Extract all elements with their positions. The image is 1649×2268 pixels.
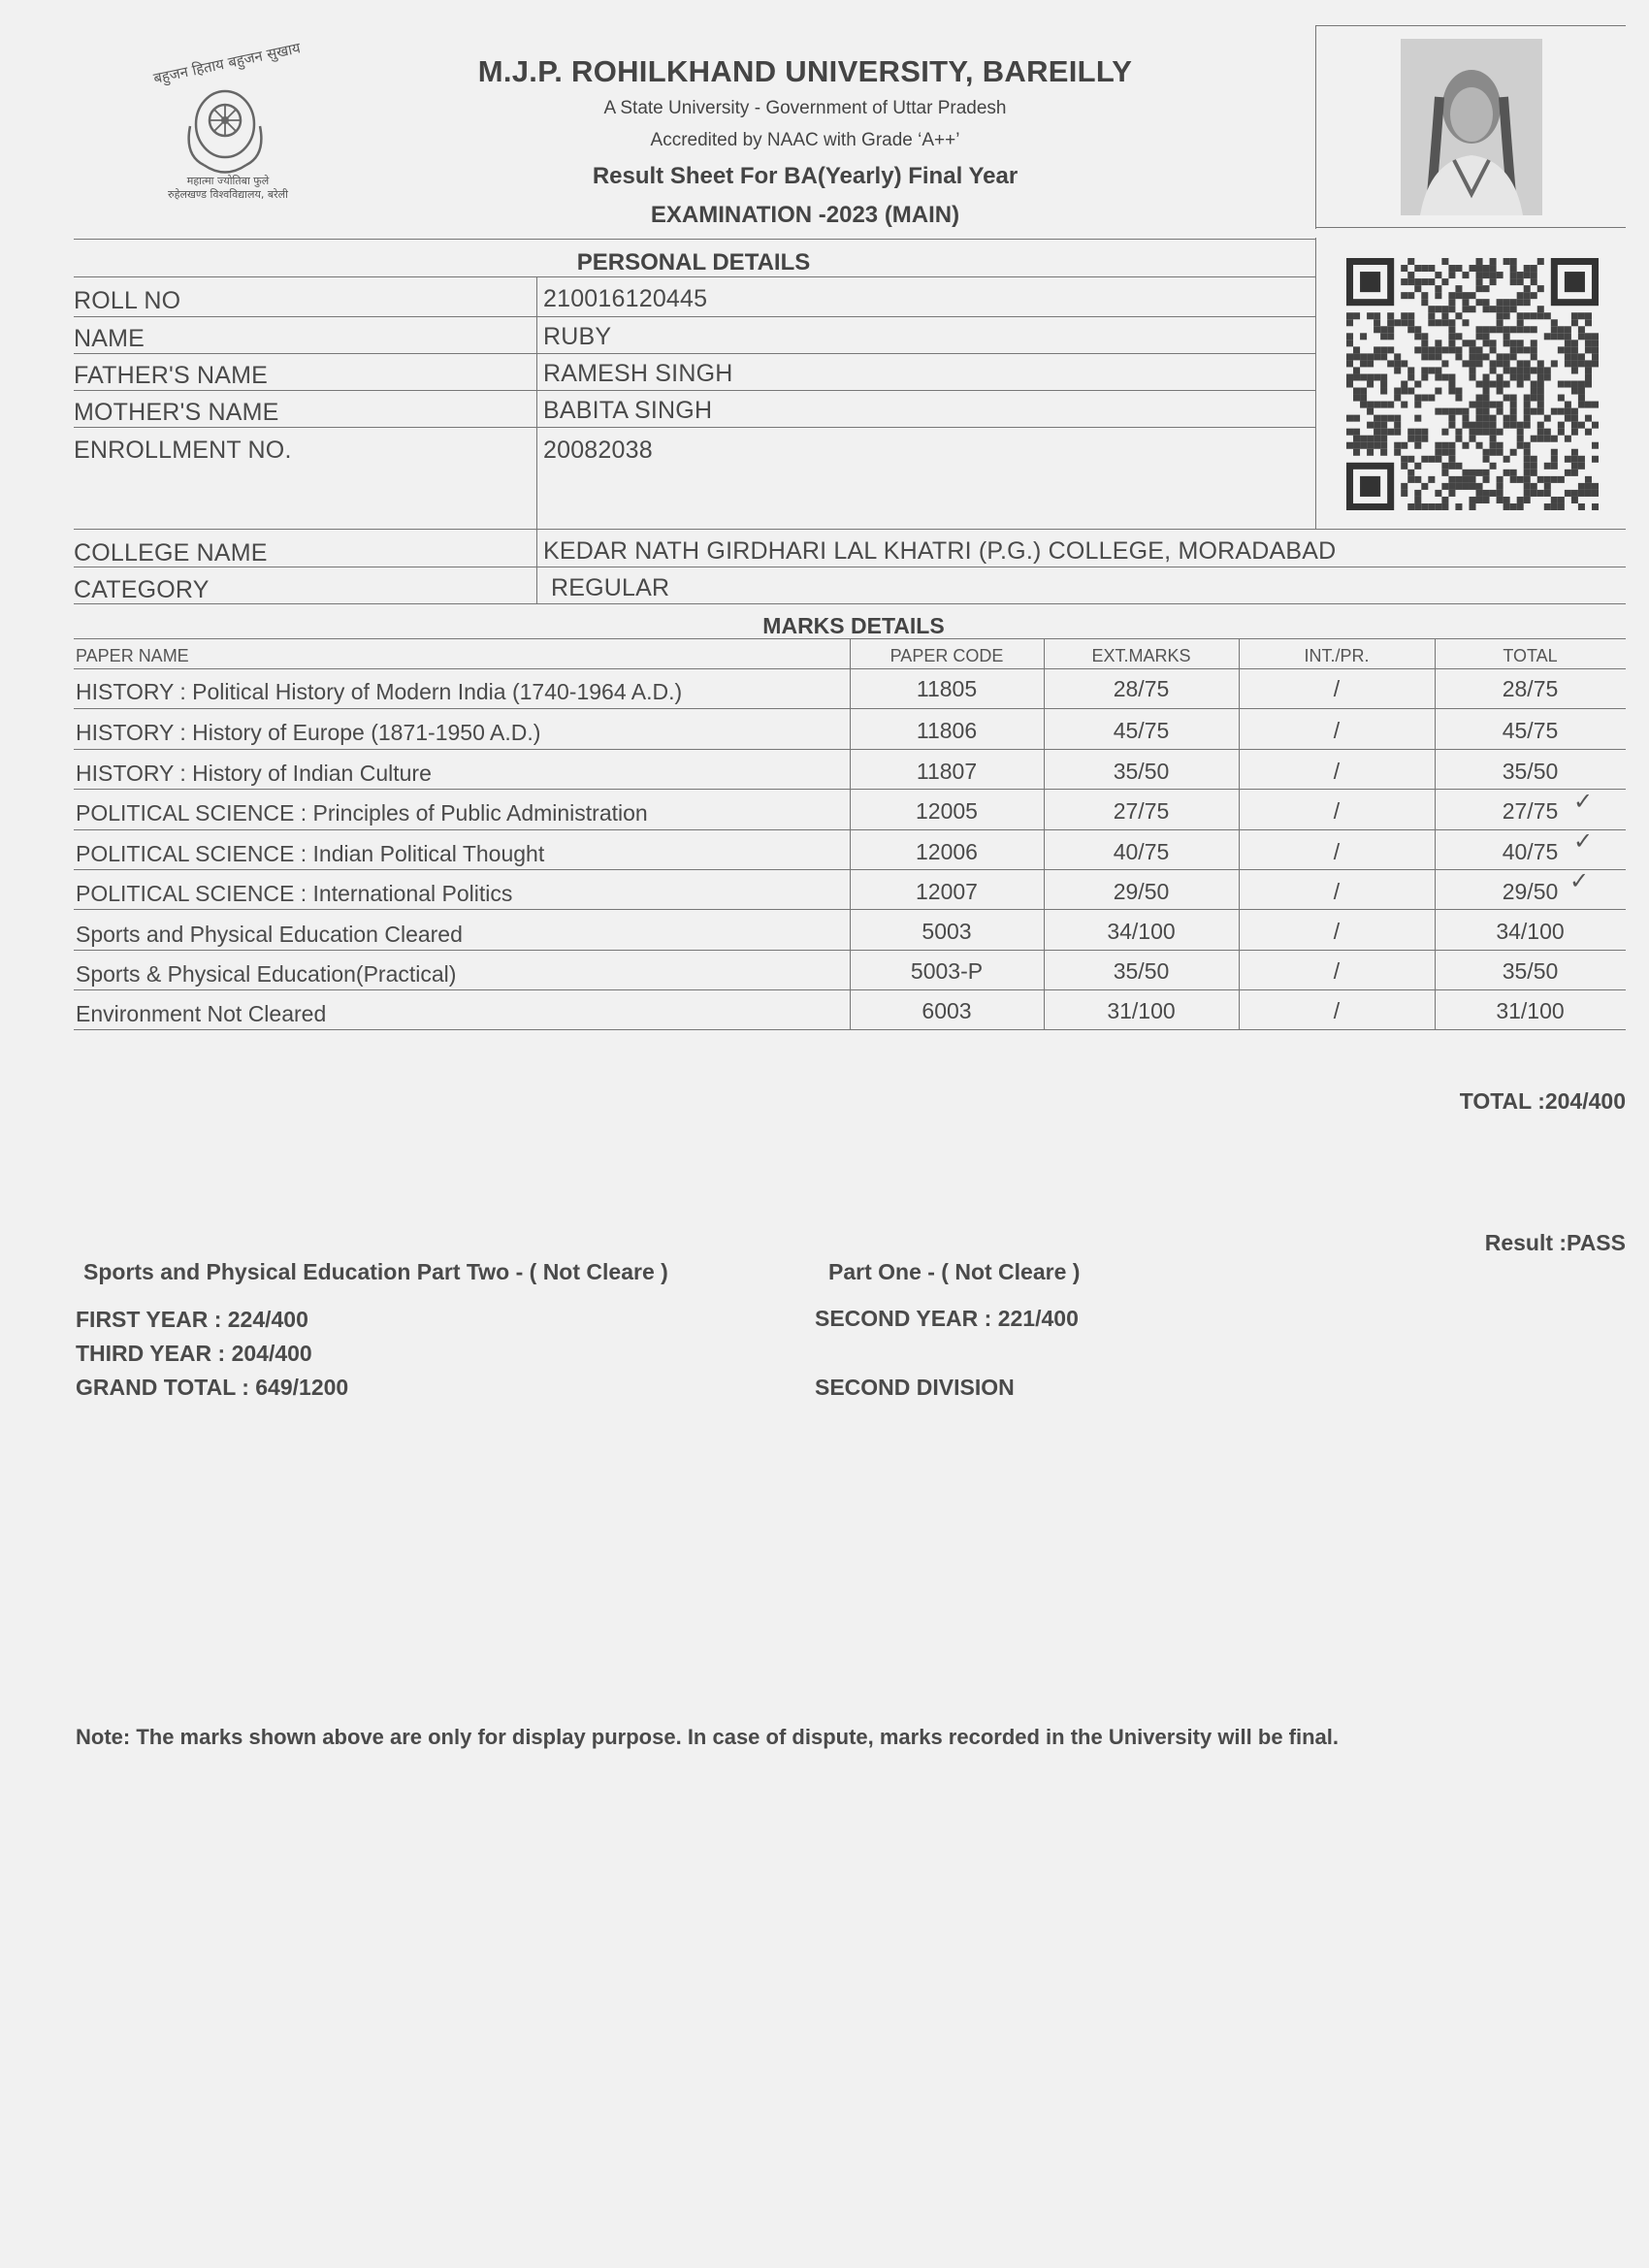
table-row-3-ext-marks: 35/50 [1113,759,1170,784]
logo-text-bottom-2: रुहेलखण्ड विश्वविद्यालय, बरेली [168,188,288,201]
table-row-4-paper-code: 12005 [916,798,978,824]
college-name-label: COLLEGE NAME [74,539,268,567]
qr-code [1346,258,1599,510]
table-row-5-paper-code: 12006 [916,839,978,864]
enrollment-no-value: 20082038 [543,437,653,464]
student-photo [1401,39,1542,215]
examination-title: EXAMINATION -2023 (MAIN) [650,202,960,228]
col-header-total: TOTAL [1503,646,1558,665]
second-year-marks: SECOND YEAR : 221/400 [815,1306,1079,1331]
roll-no-value: 210016120445 [543,285,708,312]
table-row-3-total: 35/50 [1502,759,1559,784]
table-row-1-int-pr: / [1333,676,1341,701]
disclaimer-note: Note: The marks shown above are only for display purpose. In case of dispute, marks recorded in the University will be final. [76,1725,1340,1749]
grand-total: GRAND TOTAL : 649/1200 [76,1375,349,1400]
table-row-5-total: 40/75 [1502,839,1559,864]
category-label: CATEGORY [74,576,210,603]
table-row-8-int-pr: / [1333,958,1341,984]
table-row-9-total: 31/100 [1496,998,1565,1023]
col-header-paper-name: PAPER NAME [76,646,189,665]
table-row-4-ext-marks: 27/75 [1113,798,1170,824]
table-row-2-paper-code: 11806 [916,718,978,743]
naac-accreditation-line: Accredited by NAAC with Grade ‘A++’ [650,130,960,150]
part-one-status: Part One - ( Not Cleare ) [828,1259,1081,1284]
table-row-9-ext-marks: 31/100 [1107,998,1176,1023]
table-row-4-total: 27/75 [1502,798,1559,824]
table-row-2-ext-marks: 45/75 [1113,718,1170,743]
name-value: RUBY [543,323,612,350]
name-label: NAME [74,325,146,352]
table-row-7-paper-name: Sports and Physical Education Cleared [76,922,463,947]
col-header-paper-code: PAPER CODE [889,646,1004,665]
table-row-9-int-pr: / [1333,998,1341,1023]
table-row-5-int-pr: / [1333,839,1341,864]
table-row-1-total: 28/75 [1502,676,1559,701]
fathers-name-label: FATHER'S NAME [74,362,268,389]
state-university-line: A State University - Government of Uttar Pradesh [603,98,1007,118]
table-row-1-paper-code: 11805 [916,676,978,701]
table-row-1-paper-name: HISTORY : Political History of Modern India (1740-1964 A.D.) [76,679,683,704]
table-row-4-int-pr: / [1333,798,1341,824]
table-row-7-total: 34/100 [1496,919,1565,944]
enrollment-no-label: ENROLLMENT NO. [74,437,292,464]
col-header-ext-marks: EXT.MARKS [1091,646,1191,665]
table-row-7-paper-code: 5003 [922,919,972,944]
table-row-5-ext-marks: 40/75 [1113,839,1170,864]
table-row-1-ext-marks: 28/75 [1113,676,1170,701]
table-row-6-paper-name: POLITICAL SCIENCE : International Politics [76,881,513,906]
result-sheet-title: Result Sheet For BA(Yearly) Final Year [592,163,1018,189]
university-name: M.J.P. ROHILKHAND UNIVERSITY, BAREILLY [477,54,1133,88]
fathers-name-value: RAMESH SINGH [543,360,733,387]
logo-text-top: बहुजन हिताय बहुजन सुखाय [151,39,303,87]
table-row-3-paper-code: 11807 [916,759,978,784]
table-row-2-int-pr: / [1333,718,1341,743]
table-row-4-paper-name: POLITICAL SCIENCE : Principles of Public Administration [76,800,648,826]
table-row-2-paper-name: HISTORY : History of Europe (1871-1950 A.D.) [76,720,541,745]
table-row-8-paper-code: 5003-P [910,958,984,984]
third-year-marks: THIRD YEAR : 204/400 [76,1341,312,1366]
first-year-marks: FIRST YEAR : 224/400 [76,1307,308,1332]
table-row-6-int-pr: / [1333,879,1341,904]
table-row-3-int-pr: / [1333,759,1341,784]
table-row-2-total: 45/75 [1502,718,1559,743]
col-header-int-pr: INT./PR. [1304,646,1370,665]
handwritten-check-icon: ✓ [1573,789,1594,815]
college-name-value: KEDAR NATH GIRDHARI LAL KHATRI (P.G.) COLLEGE, MORADABAD [543,537,1337,565]
handwritten-check-icon: ✓ [1569,868,1590,894]
marks-details-heading: MARKS DETAILS [762,613,945,638]
table-row-8-ext-marks: 35/50 [1113,958,1170,984]
category-value: REGULAR [551,574,670,601]
mothers-name-value: BABITA SINGH [543,397,713,424]
table-row-7-int-pr: / [1333,919,1341,944]
logo-text-bottom-1: महात्मा ज्योतिबा फुले [186,175,270,187]
division: SECOND DIVISION [815,1375,1015,1400]
table-row-9-paper-name: Environment Not Cleared [76,1001,327,1026]
university-logo [146,39,310,209]
personal-details-heading: PERSONAL DETAILS [576,249,811,275]
table-row-6-total: 29/50 [1502,879,1559,904]
result-status: Result :PASS [1484,1230,1626,1255]
sports-part-two-status: Sports and Physical Education Part Two - ( Not Cleare ) [83,1259,668,1284]
mothers-name-label: MOTHER'S NAME [74,399,279,426]
table-row-5-paper-name: POLITICAL SCIENCE : Indian Political Thought [76,841,545,866]
table-row-6-paper-code: 12007 [916,879,978,904]
roll-no-label: ROLL NO [74,287,181,314]
table-row-3-paper-name: HISTORY : History of Indian Culture [76,761,432,786]
table-row-9-paper-code: 6003 [922,998,972,1023]
table-row-7-ext-marks: 34/100 [1107,919,1176,944]
table-row-6-ext-marks: 29/50 [1113,879,1170,904]
total-marks: TOTAL :204/400 [1459,1088,1626,1114]
table-row-8-paper-name: Sports & Physical Education(Practical) [76,961,457,987]
table-row-8-total: 35/50 [1502,958,1559,984]
handwritten-check-icon: ✓ [1573,828,1594,855]
